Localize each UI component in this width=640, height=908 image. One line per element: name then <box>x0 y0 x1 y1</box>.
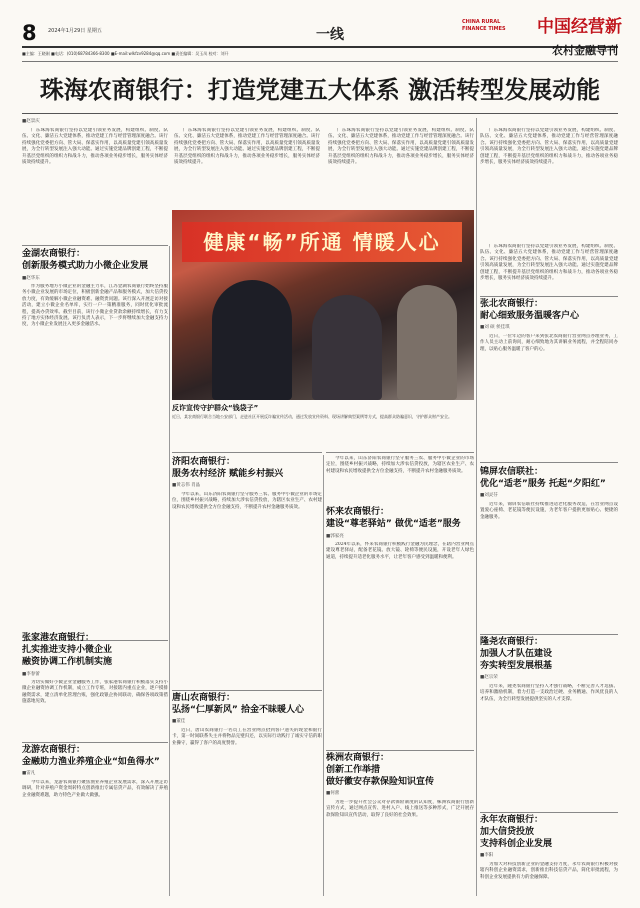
article-body: 今年以来，龙游农商银行聚焦渔业养殖企业发展需求，深入开展走访调研，针对养殖户资金周转特点创新推出专属信贷产品，有效解决了养殖企业融资难题，助力特色产业做大做强。 <box>22 780 168 798</box>
article-divider <box>172 690 322 691</box>
column-divider <box>323 455 324 896</box>
article-body: 今年以来，山东济阳农商银行坚守服务三农、服务中小微企业的市场定位，围绕乡村振兴战略，持续加大涉农信贷投放，为辖区农业生产、农村建设和农民增收提供全方位金融支持，不断提升农村金融服务质效。 <box>326 456 474 474</box>
article-title: 金湖农商银行： 创新服务模式助力小微企业发展 <box>22 249 149 271</box>
article-divider <box>480 462 618 463</box>
lead-body-col4: 广东珠海农商银行坚持以党建引领业务发展，构建组织、制度、队伍、文化、廉洁五大党建体系，推动党建工作与经营管理深度融合。该行持续强化党委把方向、管大局、保落实作用，以高质量党建引领高质量发展，为全行转型发展注入强大动能。通过实施党建品牌创建工程，不断提升基层党组织的组织力和战斗力，推动各项业务稳步增长，服务实体经济质效持续提升。 <box>480 128 618 166</box>
article-divider <box>22 742 168 743</box>
photo-person-figure <box>212 280 292 400</box>
article-title: 张家港农商银行： 扎实推进支持小微企业 融资协调工作机制实施 <box>22 633 113 667</box>
article-title: 怀来农商银行： 建设“尊老驿站” 做优“适老”服务 <box>326 507 461 529</box>
photo-caption: 近日，某农商银行联合当地公安部门，走进社区开展反诈骗宣传活动，通过发放宣传资料、现场讲解典型案例等方式，提高群众防骗意识，守护群众财产安全。 <box>172 414 452 419</box>
article-byline: ■赵华东 <box>22 276 40 281</box>
brand-logo: 中国经营新 <box>537 17 622 37</box>
article-divider <box>480 634 618 635</box>
issue-date: 2024年1月29日 星期五 <box>48 28 102 34</box>
article-title: 隆尧农商银行： 加强人才队伍建设 夯实转型发展根基 <box>480 637 553 671</box>
column-divider <box>476 118 477 896</box>
article-title: 株洲农商银行： 创新工作举措 做好徽安存款保险知识宣传 <box>326 753 435 787</box>
lead-body-col3: 广东珠海农商银行坚持以党建引领业务发展，构建组织、制度、队伍、文化、廉洁五大党建体系，推动党建工作与经营管理深度融合。该行持续强化党委把方向、管大局、保落实作用，以高质量党建引领高质量发展，为全行转型发展注入强大动能。通过实施党建品牌创建工程，不断提升基层党组织的组织力和战斗力，推动各项业务稳步增长，服务实体经济质效持续提升。 <box>328 128 474 166</box>
article-byline: ■董佳 <box>172 719 186 724</box>
article-title: 张北农商银行： 耐心细致服务温暖客户心 <box>480 299 580 321</box>
article-body: 广东珠海农商银行坚持以党建引领业务发展，构建组织、制度、队伍、文化、廉洁五大党建体系，推动党建工作与经营管理深度融合。该行持续强化党委把方向、管大局、保落实作用，以高质量党建引领高质量发展，为全行转型发展注入强大动能。通过实施党建品牌创建工程，不断提升基层党组织的组织力和战斗力，推动各项业务稳步增长，服务实体经济质效持续提升。 <box>480 244 618 282</box>
editor-info: ■主编：王晓刚 ■电话：(010)68784366-8300 ■E-mail:wlkfzv9284@qq.com ■责任编辑：吴玉凤 校对：刘开 <box>22 51 229 56</box>
article-title: 锦屏农信联社： 优化“适老”服务 托起“夕阳红” <box>480 467 606 489</box>
lead-headline: 珠海农商银行：打造党建五大体系 激活转型发展动能 <box>39 76 601 104</box>
article-body: 2024年以来，怀来农商银行积极践行金融为民理念，在辖内营业网点建设尊老驿站，配备老花镜、放大镜、轮椅等便民设施，开设老年人绿色通道，持续提升适老化服务水平，让老年客户感受到温暖和便利。 <box>326 542 474 560</box>
article-divider <box>326 750 474 751</box>
article-body: 近日，一位年迈的客户来到张北农商银行营业网点办理业务，工作人员主动上前询问，耐心细致地为其讲解业务流程，并全程陪同办理，以贴心服务温暖了客户的心。 <box>480 334 618 352</box>
article-body: 今年以来，山东济阳农商银行坚守服务三农、服务中小微企业的市场定位，围绕乡村振兴战略，持续加大涉农信贷投放，为辖区农业生产、农村建设和农民增收提供全方位金融支持，不断提升农村金融服务质效。 <box>172 492 322 510</box>
article-byline: ■雷凡 <box>22 771 36 776</box>
article-byline: ■何蕾 <box>326 791 340 796</box>
article-body: 近年来，锦屏农信联社持续推进适老化服务改造，在营业网点设置爱心座椅、老花镜等便民设施，为老年客户提供更加贴心、便捷的金融服务。 <box>480 502 618 520</box>
photo-person-figure <box>312 295 382 400</box>
article-divider <box>22 245 168 246</box>
photo-person-figure <box>397 285 457 400</box>
article-divider <box>326 452 474 453</box>
column-divider <box>169 246 170 896</box>
photo-caption-title: 反诈宣传守护群众“钱袋子” <box>172 404 259 412</box>
lead-body-col1: 广东珠海农商银行坚持以党建引领业务发展，构建组织、制度、队伍、文化、廉洁五大党建体系，推动党建工作与经营管理深度融合。该行持续强化党委把方向、管大局、保落实作用，以高质量党建引领高质量发展，为全行转型发展注入强大动能。通过实施党建品牌创建工程，不断提升基层党组织的组织力和战斗力，推动各项业务稳步增长，服务实体经济质效持续提升。 <box>22 128 168 166</box>
page-number: 8 <box>22 22 37 44</box>
article-byline: ■刘 硕 侯佳琪 <box>480 325 510 330</box>
article-body: 近日，唐山农商银行一名员工在营业网点拾到客户遗失的现金和银行卡，第一时间联系失主并将物品完璧归还，以实际行动践行了诚实守信的职业操守，赢得了客户的高度赞誉。 <box>172 728 322 746</box>
article-body: 为加大对科技创新企业的金融支持力度，永年农商银行积极对接辖内科创企业融资需求，创新推出科技信贷产品，简化审批流程，为科创企业发展提供有力的金融保障。 <box>480 862 618 880</box>
article-body: 为进一步提升社会公众对存款保险制度的认知度，株洲农商银行创新宣传方式，通过网点宣传、进村入户、线上推送等多种形式，广泛开展存款保险知识宣传活动，取得了良好的社会效果。 <box>326 800 474 818</box>
article-title: 唐山农商银行： 弘扬“仁厚新风” 拾金不昧暖人心 <box>172 693 304 715</box>
article-byline: ■黄志伟 肖晶 <box>172 483 201 488</box>
subsection-title: 农村金融导刊 <box>552 44 618 57</box>
article-byline: ■郭家亮 <box>326 534 344 539</box>
article-divider <box>480 296 618 297</box>
article-body: 为切实做好小微企业金融服务工作，张家港农商银行积极落实支持小微企业融资协调工作机制，成立工作专班，对接辖内重点企业，逐户摸排融资需求，建立清单化管理台账，强化政银企协同联动，确保各项政策措施落地见效。 <box>22 680 168 705</box>
article-body: 近年来，隆尧农商银行坚持人才强行战略，不断完善人才选拔、培养和激励机制，着力打造一支政治过硬、业务精通、作风优良的人才队伍，为全行转型发展提供坚实的人才支撑。 <box>480 684 618 702</box>
header-rule-thin <box>22 61 618 62</box>
brand-english: CHINA RURAL FINANCE TIMES <box>462 19 506 32</box>
article-divider <box>172 452 322 453</box>
article-divider <box>480 812 618 813</box>
article-title: 永年农商银行： 加大信贷投放 支持科创企业发展 <box>480 815 553 849</box>
article-title: 济阳农商银行： 服务农村经济 赋能乡村振兴 <box>172 457 284 479</box>
lead-body-col2: 广东珠海农商银行坚持以党建引领业务发展，构建组织、制度、队伍、文化、廉洁五大党建体系，推动党建工作与经营管理深度融合。该行持续强化党委把方向、管大局、保落实作用，以高质量党建引领高质量发展，为全行转型发展注入强大动能。通过实施党建品牌创建工程，不断提升基层党组织的组织力和战斗力，推动各项业务稳步增长，服务实体经济质效持续提升。 <box>174 128 320 166</box>
article-byline: ■刘灵芬 <box>480 493 498 498</box>
article-byline: ■李春蕾 <box>22 672 40 677</box>
article-byline: ■赵宗荣 <box>480 675 498 680</box>
section-title: 一线 <box>316 27 344 43</box>
article-title: 龙游农商银行： 金融助力渔业养殖企业“如鱼得水” <box>22 745 160 767</box>
photo-banner: 健康“畅”所通 情暖人心 <box>182 222 462 262</box>
headline-rule <box>22 113 618 114</box>
article-body: 作为服务地方小微企业的金融主力军，江苏金湖农商银行始终坚持服务小微企业发展的市场定位，积极创新金融产品和服务模式，加大信贷投放力度，有效缓解小微企业融资难、融资贵问题。该行深入开展走访对接活动，建立小微企业名单库，实行一户一策精准服务，同时优化审批流程，提高办贷效率。截至目前，该行小微企业贷款余额持续增长，有力支持了地方实体经济发展。该行负责人表示，下一步将继续加大金融支持力度，为小微企业发展注入更多金融活水。 <box>22 284 168 328</box>
news-photo <box>172 210 474 400</box>
article-byline: ■李阳 <box>480 853 494 858</box>
lead-byline: ■赵景庆 <box>22 119 40 124</box>
